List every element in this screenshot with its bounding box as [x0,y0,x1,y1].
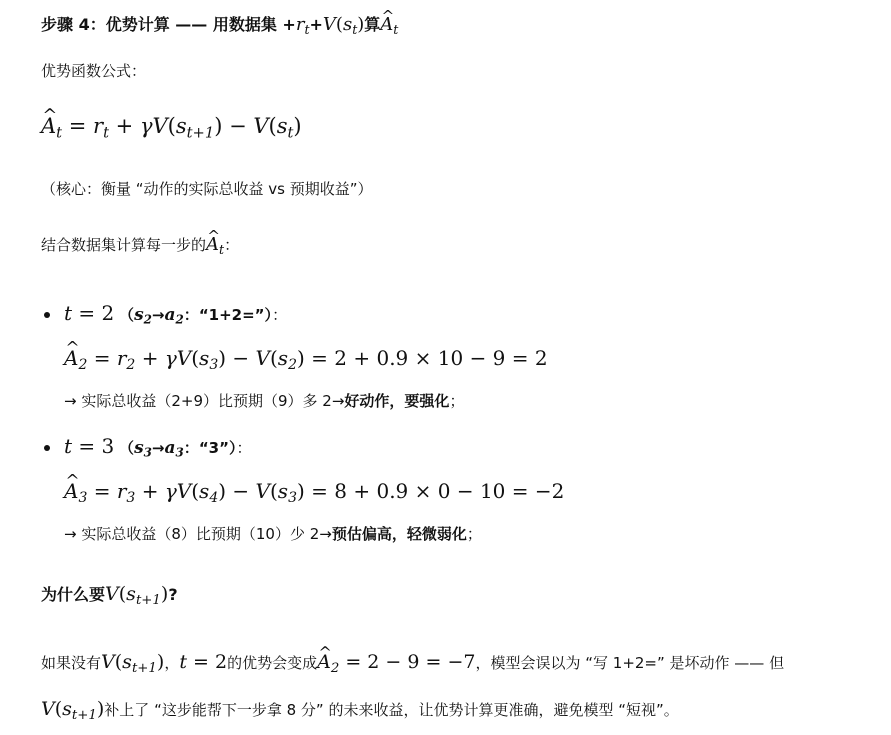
math-a-hat-t-2: ^ $A_t$ [206,234,224,255]
core-note: （核心：衡量 “动作的实际总收益 vs 预期收益”） [41,180,373,198]
bullet-case-1 [44,312,50,318]
why-heading: 为什么要$V(s_{t+1})$? [41,583,178,608]
explanation-line-2: $V(s_{t+1})$补上了 “这步能帮下一步拿 8 分” 的未来收益，让优势计算更准确，避免模型 “短视”。 [41,698,679,723]
case-1-equation: ^ $A_2 = r_2 + \gamma V(s_3) - V(s_2) = 2 + 0.9 \times 10 - 9 = 2$ [64,346,891,370]
case-1-header: t = 2 （$s_2\to a_2$：“1+2=”）： [64,301,288,327]
explanation-line-1: 如果没有$V(s_{t+1})$，t = 2的优势会变成^ $A_2 = 2 - 9 = -7$，模型会误以为 “写 1+2=” 是坏动作 —— 但 [41,651,891,673]
combine-intro: 结合数据集计算每一步的^ $A_t$： [41,234,891,255]
step-heading-suffix: 算 [364,15,381,34]
math-v-st: V [322,14,336,35]
case-2-equation: ^ $A_3 = r_3 + \gamma V(s_4) - V(s_3) = 8 + 0.9 \times 0 - 10 = -2$ [64,479,891,503]
formula-intro: 优势函数公式： [41,62,147,80]
step-heading-text: 步骤 4：优势计算 —— 用数据集 + [41,15,296,34]
advantage-formula: ^ $A_t = r_t + \gamma V(s_{t+1}) - V(s_t)$ [41,114,891,138]
step-heading: 步骤 4：优势计算 —— 用数据集 $+r_t+V(s_t)$算^ $A_t$ [41,12,891,35]
case-1-note: → 实际总收益（2+9）比预期（9）多 2→好动作，要强化； [64,392,465,410]
math-r-t: $r_t$ [295,14,310,37]
math-a-hat-t: ^ $A_t$ [380,14,398,35]
case-2-header: t = 3 （$s_3\to a_3$：“3”）： [64,434,252,460]
bullet-case-2 [44,445,50,451]
case-2-note: → 实际总收益（8）比预期（10）少 2→预估偏高，轻微弱化； [64,525,482,543]
